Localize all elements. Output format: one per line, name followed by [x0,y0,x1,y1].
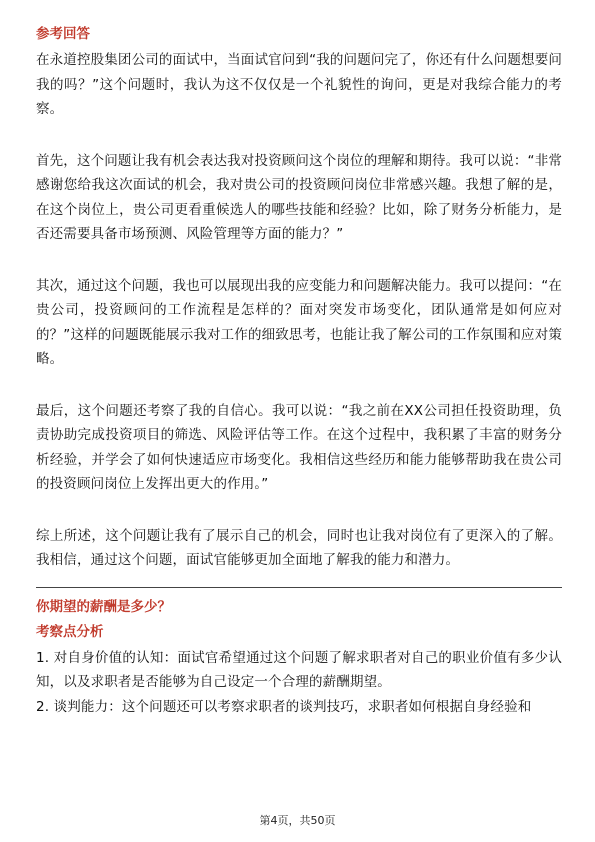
list-item: 1. 对自身价值的认知：面试官希望通过这个问题了解求职者对自己的职业价值有多少认知，以及求职者是否能够为自己设定一个合理的薪酬期望。 [36,649,562,690]
list-item: 2. 谈判能力：这个问题还可以考察求职者的谈判技巧，求职者如何根据自身经验和 [36,698,532,715]
analysis-list [36,646,562,720]
section-divider [36,587,562,588]
analysis-heading: 考察点分析 [36,623,104,640]
page-number: 第4页，共50页 [259,814,336,827]
paragraph-intro: 在永道控股集团公司的面试中，当面试官问到“我的问题问完了，你还有什么问题想要问我的吗？”这个问题时，我认为这不仅仅是一个礼貌性的询问，更是对我综合能力的考察。 [36,52,562,117]
paragraph-first: 首先，这个问题让我有机会表达我对投资顾问这个岗位的理解和期待。我可以说：“非常感谢您给我这次面试的机会，我对贵公司的投资顾问岗位非常感兴趣。我想了解的是，在这个岗位上，贵公司更看重候选人的哪些技能和经验？比如，除了财务分析能力，是否还需要具备市场预测、风险管理等方面的能力？” [36,152,562,242]
question-heading: 你期望的薪酬是多少？ [36,598,171,615]
paragraph-last: 最后，这个问题还考察了我的自信心。我可以说：“我之前在XX公司担任投资助理，负责协助完成投资项目的筛选、风险评估等工作。在这个过程中，我积累了丰富的财务分析经验，并学会了如何快速适应市场变化。我相信这些经历和能力能够帮助我在贵公司的投资顾问岗位上发挥出更大的作用。” [36,402,562,492]
paragraph-second: 其次，通过这个问题，我也可以展现出我的应变能力和问题解决能力。我可以提问：“在贵公司，投资顾问的工作流程是怎样的？面对突发市场变化，团队通常是如何应对的？”这样的问题既能展示我对工作的细致思考，也能让我了解公司的工作氛围和应对策略。 [36,277,562,367]
page-content [36,24,562,719]
paragraph-summary: 综上所述，这个问题让我有了展示自己的机会，同时也让我对岗位有了更深入的了解。我相信，通过这个问题，面试官能够更加全面地了解我的能力和潜力。 [36,527,562,568]
section-title: 参考回答 [36,26,90,42]
